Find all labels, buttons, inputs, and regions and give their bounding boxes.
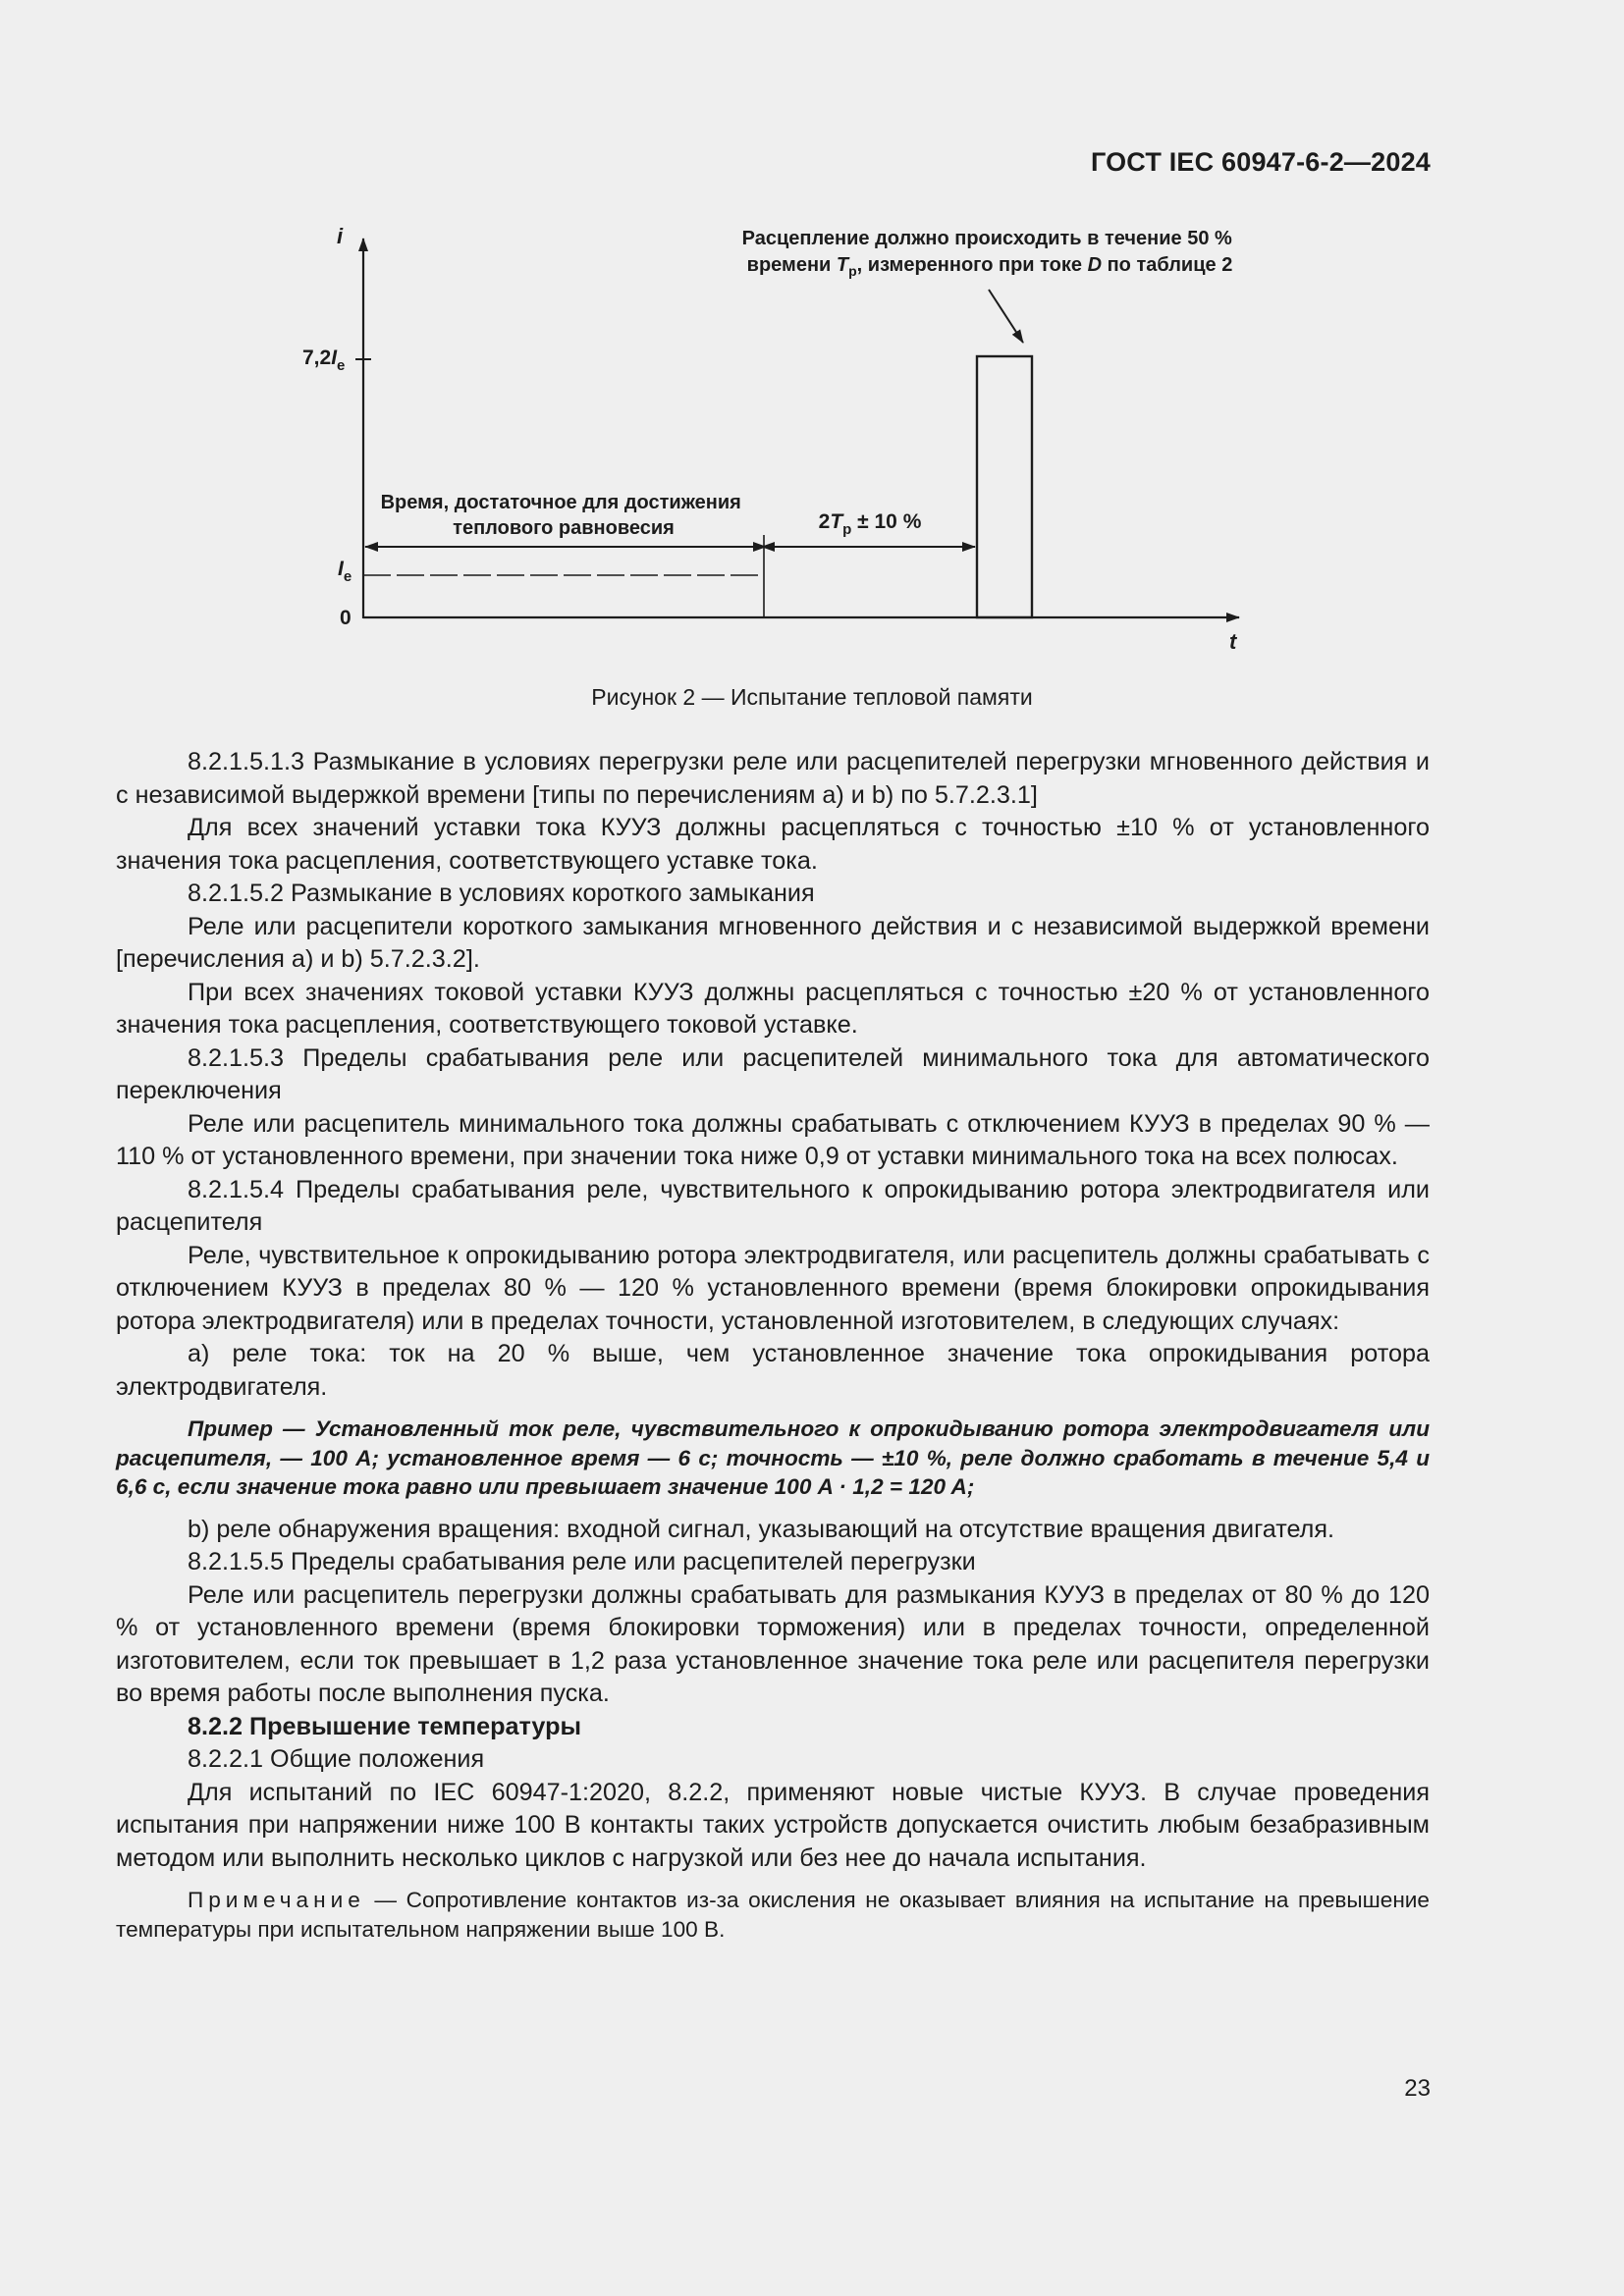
- level-low-label: $I_e$: [338, 558, 352, 585]
- paragraph: Реле, чувствительное к опрокидыванию ротора электродвигателя, или расцепитель должны срабатывать с отключением КУУЗ в пределах 80 % — 120 % установленного времени (время блокировки опрокидывания ротора электродвигателя) или в пределах точности, установленной изготовителем, в следующих случаях:: [116, 1241, 1430, 1335]
- thermal-memory-figure: [285, 221, 1267, 663]
- paragraph: Реле или расцепитель минимального тока должны срабатывать с отключением КУУЗ в пределах 90 % — 110 % от установленного времени, при значении тока ниже 0,9 от уставки минимального тока на всех полюсах.: [116, 1109, 1430, 1170]
- clause-8-2-1-5-3: 8.2.1.5.3 Пределы срабатывания реле или расцепителей минимального тока для автоматического переключения: [116, 1043, 1430, 1104]
- interval-annotation: $2T_p \pm 10$ %: [818, 510, 922, 538]
- y-axis-label: i: [337, 224, 344, 248]
- x-axis-label: t: [1229, 629, 1237, 654]
- body-text: [116, 746, 1430, 1944]
- trip-annotation: Расцепление должно происходить в течение 50 % времени $T_p$, измеренного при токе D по таблице 2: [741, 228, 1233, 279]
- note: [116, 1886, 1430, 1944]
- subsection-heading-8-2-2-1: 8.2.2.1 Общие положения: [188, 1745, 485, 1773]
- pulse-rectangle: [977, 356, 1032, 617]
- paragraph: Реле или расцепитель перегрузки должны срабатывать для размыкания КУУЗ в пределах от 80 % до 120 % от установленного времени (время блокировки торможения) или в пределах точности, определенной изготовителем, если ток превышает в 1,2 раза установленное значение тока реле или расцепителя перегрузки во время работы после выполнения пуска.: [116, 1580, 1430, 1707]
- level-high-label: $7,2I_e$: [302, 347, 346, 374]
- origin-label: 0: [340, 607, 352, 629]
- note-text: — Сопротивление контактов из-за окисления не оказывает влияния на испытание на превышение температуры при испытательном напряжении выше 100 В.: [116, 1888, 1430, 1942]
- clause-8-2-1-5-4: 8.2.1.5.4 Пределы срабатывания реле, чувствительного к опрокидыванию ротора электродвигателя или расцепителя: [116, 1175, 1430, 1236]
- equilibrium-annotation: Время, достаточное для достижения теплового равновесия: [380, 492, 741, 539]
- paragraph: Для всех значений уставки тока КУУЗ должны расцепляться с точностью ±10 % от установленного значения тока расцепления, соответствующего уставке тока.: [116, 814, 1430, 875]
- note-label: Примечание: [188, 1888, 365, 1912]
- trip-pointer-arrow: [989, 290, 1023, 343]
- clause-8-2-1-5-1-3: 8.2.1.5.1.3 Размыкание в условиях перегрузки реле или расцепителей перегрузки мгновенного действия и с независимой выдержкой времени [типы по перечислениям a) и b) по 5.7.2.3.1]: [116, 748, 1430, 809]
- clause-8-2-1-5-5: 8.2.1.5.5 Пределы срабатывания реле или расцепителей перегрузки: [188, 1548, 976, 1575]
- section-heading-8-2-2: 8.2.2 Превышение температуры: [188, 1712, 582, 1740]
- figure-caption: Рисунок 2 — Испытание тепловой памяти: [591, 684, 1033, 710]
- clause-8-2-1-5-2: 8.2.1.5.2 Размыкание в условиях короткого замыкания: [188, 880, 815, 907]
- list-item-b: b) реле обнаружения вращения: входной сигнал, указывающий на отсутствие вращения двигателя.: [188, 1515, 1334, 1543]
- list-item-a: a) реле тока: ток на 20 % выше, чем установленное значение тока опрокидывания ротора электродвигателя.: [116, 1340, 1430, 1401]
- paragraph: Для испытаний по IEC 60947-1:2020, 8.2.2, применяют новые чистые КУУЗ. В случае проведения испытания при напряжении ниже 100 В контакты таких устройств допускается очистить любым безабразивным методом или выполнить несколько циклов с нагрузкой или без нее до начала испытания.: [116, 1778, 1430, 1872]
- page-number: 23: [1404, 2075, 1431, 2102]
- paragraph: При всех значениях токовой уставки КУУЗ должны расцепляться с точностью ±20 % от установленного значения тока расцепления, соответствующего токовой уставке.: [116, 978, 1430, 1039]
- paragraph: Реле или расцепители короткого замыкания мгновенного действия и с независимой выдержкой времени [перечисления a) и b) 5.7.2.3.2].: [116, 912, 1430, 973]
- document-number: ГОСТ IEC 60947-6-2—2024: [1090, 147, 1431, 177]
- example-text: Пример — Установленный ток реле, чувствительного к опрокидыванию ротора электродвигателя или расцепителя, — 100 A; установленное время — 6 с; точность — ±10 %, реле должно сработать в течение 5,4 и 6,6 с, если значение тока равно или превышает значение 100 A · 1,2 = 120 A;: [116, 1416, 1430, 1499]
